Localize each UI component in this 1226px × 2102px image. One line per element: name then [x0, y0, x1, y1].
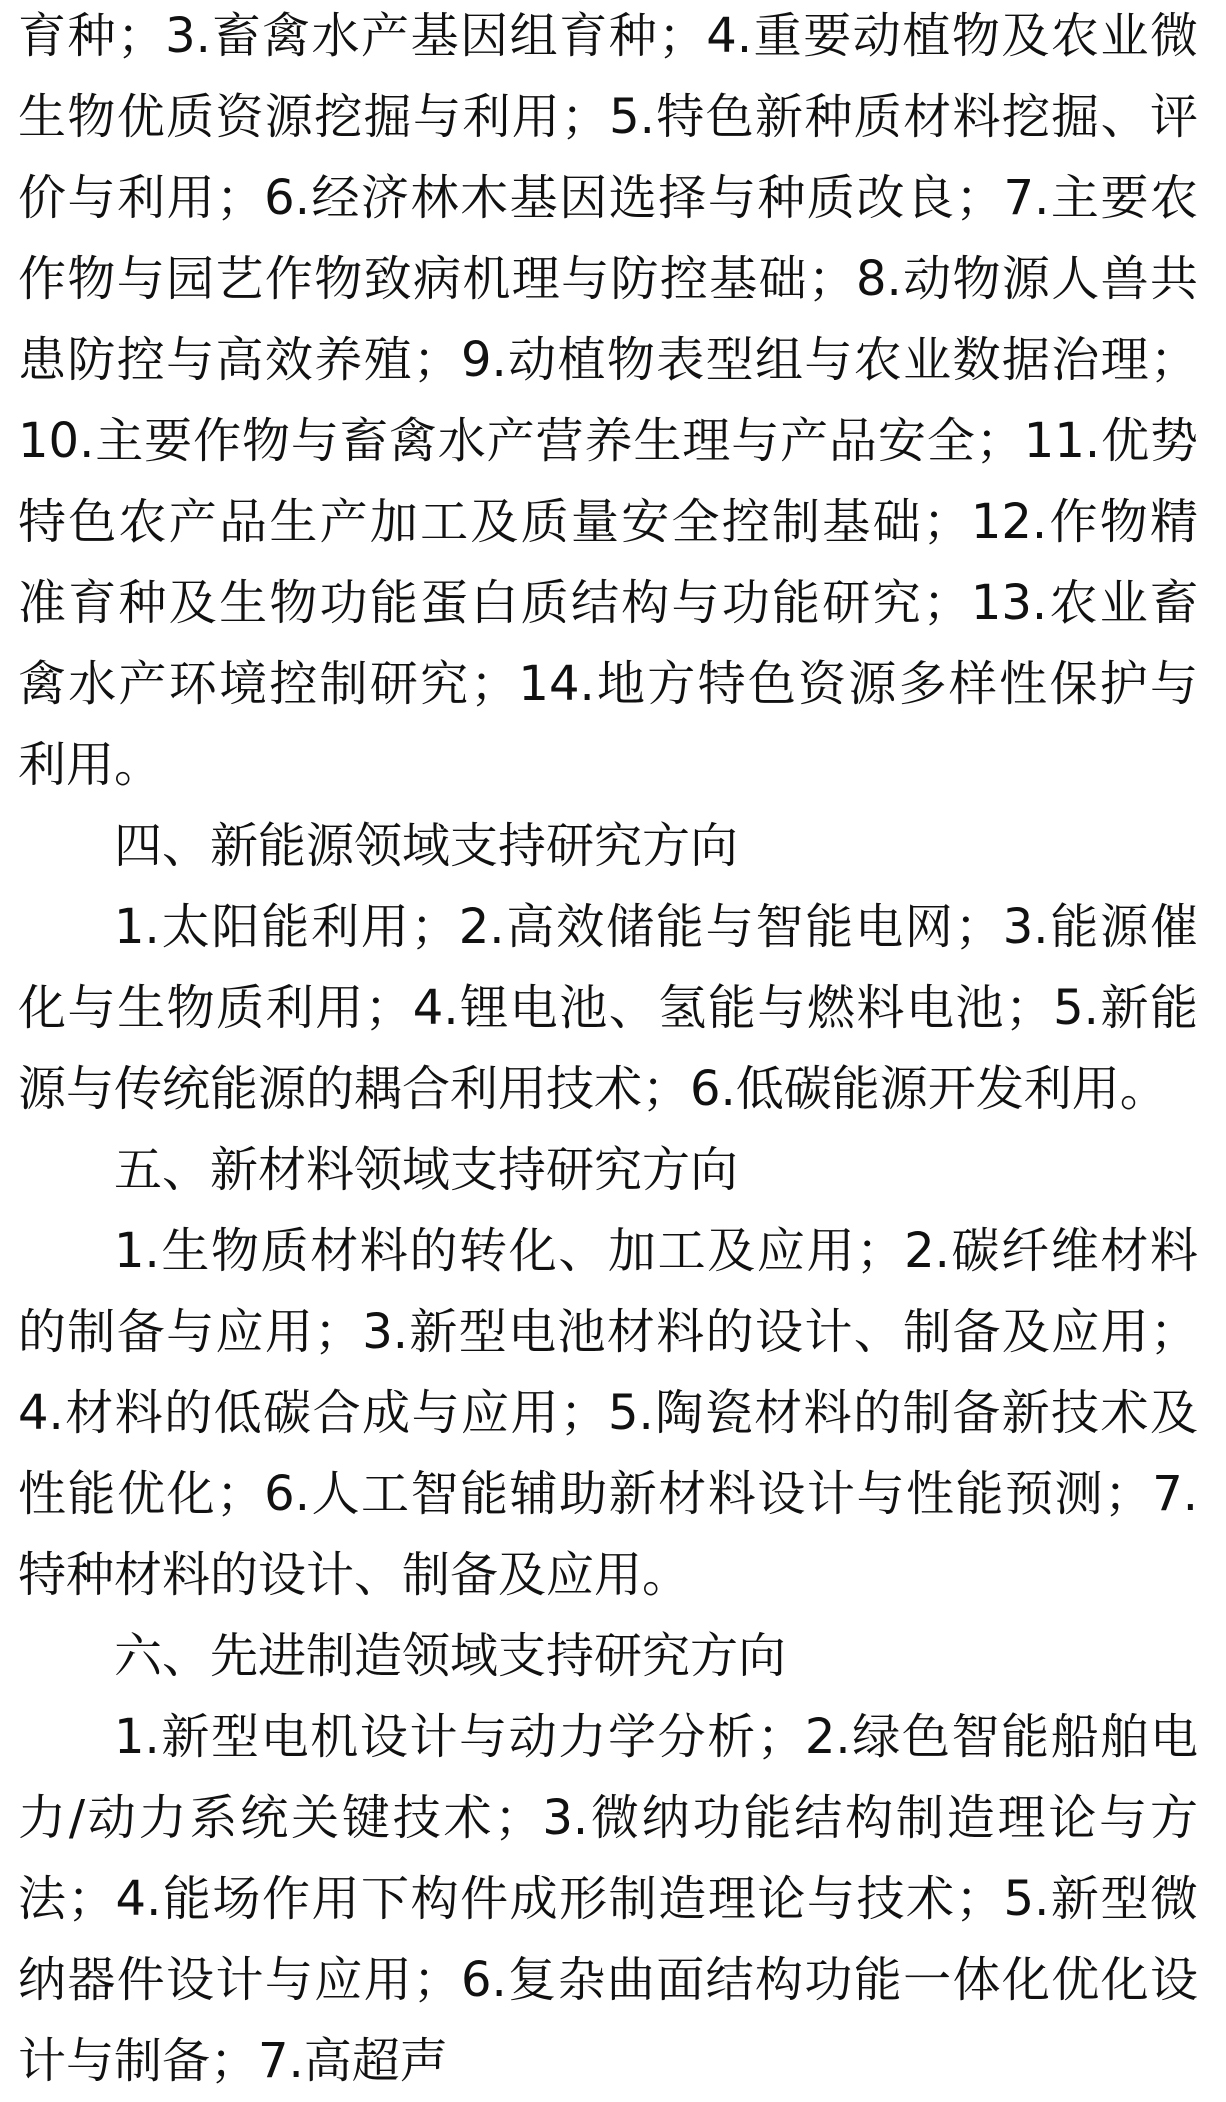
paragraph-new-materials: 1.生物质材料的转化、加工及应用；2.碳纤维材料的制备与应用；3.新型电池材料的设计、制备及应用；4.材料的低碳合成与应用；5.陶瓷材料的制备新技术及性能优化；6.人工智能辅助新材料设计与性能预测；7.特种材料的设计、制备及应用。: [18, 1223, 1198, 1603]
section-heading-advanced-manufacturing: 六、先进制造领域支持研究方向: [114, 1628, 787, 1684]
document-body: [18, 0, 1198, 2102]
section-heading-new-energy: 四、新能源领域支持研究方向: [114, 818, 739, 874]
paragraph-advanced-manufacturing: 1.新型电机设计与动力学分析；2.绿色智能船舶电力/动力系统关键技术；3.微纳功能结构制造理论与方法；4.能场作用下构件成形制造理论与技术；5.新型微纳器件设计与应用；6.复杂曲面结构功能一体化优化设计与制备；7.高超声: [18, 1709, 1198, 2089]
paragraph-agriculture-continued: 育种；3.畜禽水产基因组育种；4.重要动植物及农业微生物优质资源挖掘与利用；5.特色新种质材料挖掘、评价与利用；6.经济林木基因选择与种质改良；7.主要农作物与园艺作物致病机理与防控基础；8.动物源人兽共患防控与高效养殖；9.动植物表型组与农业数据治理；10.主要作物与畜禽水产营养生理与产品安全；11.优势特色农产品生产加工及质量安全控制基础；12.作物精准育种及生物功能蛋白质结构与功能研究；13.农业畜禽水产环境控制研究；14.地方特色资源多样性保护与利用。: [18, 8, 1198, 793]
paragraph-new-energy: 1.太阳能利用；2.高效储能与智能电网；3.能源催化与生物质利用；4.锂电池、氢能与燃料电池；5.新能源与传统能源的耦合利用技术；6.低碳能源开发利用。: [18, 899, 1198, 1117]
section-heading-new-materials: 五、新材料领域支持研究方向: [114, 1142, 739, 1198]
